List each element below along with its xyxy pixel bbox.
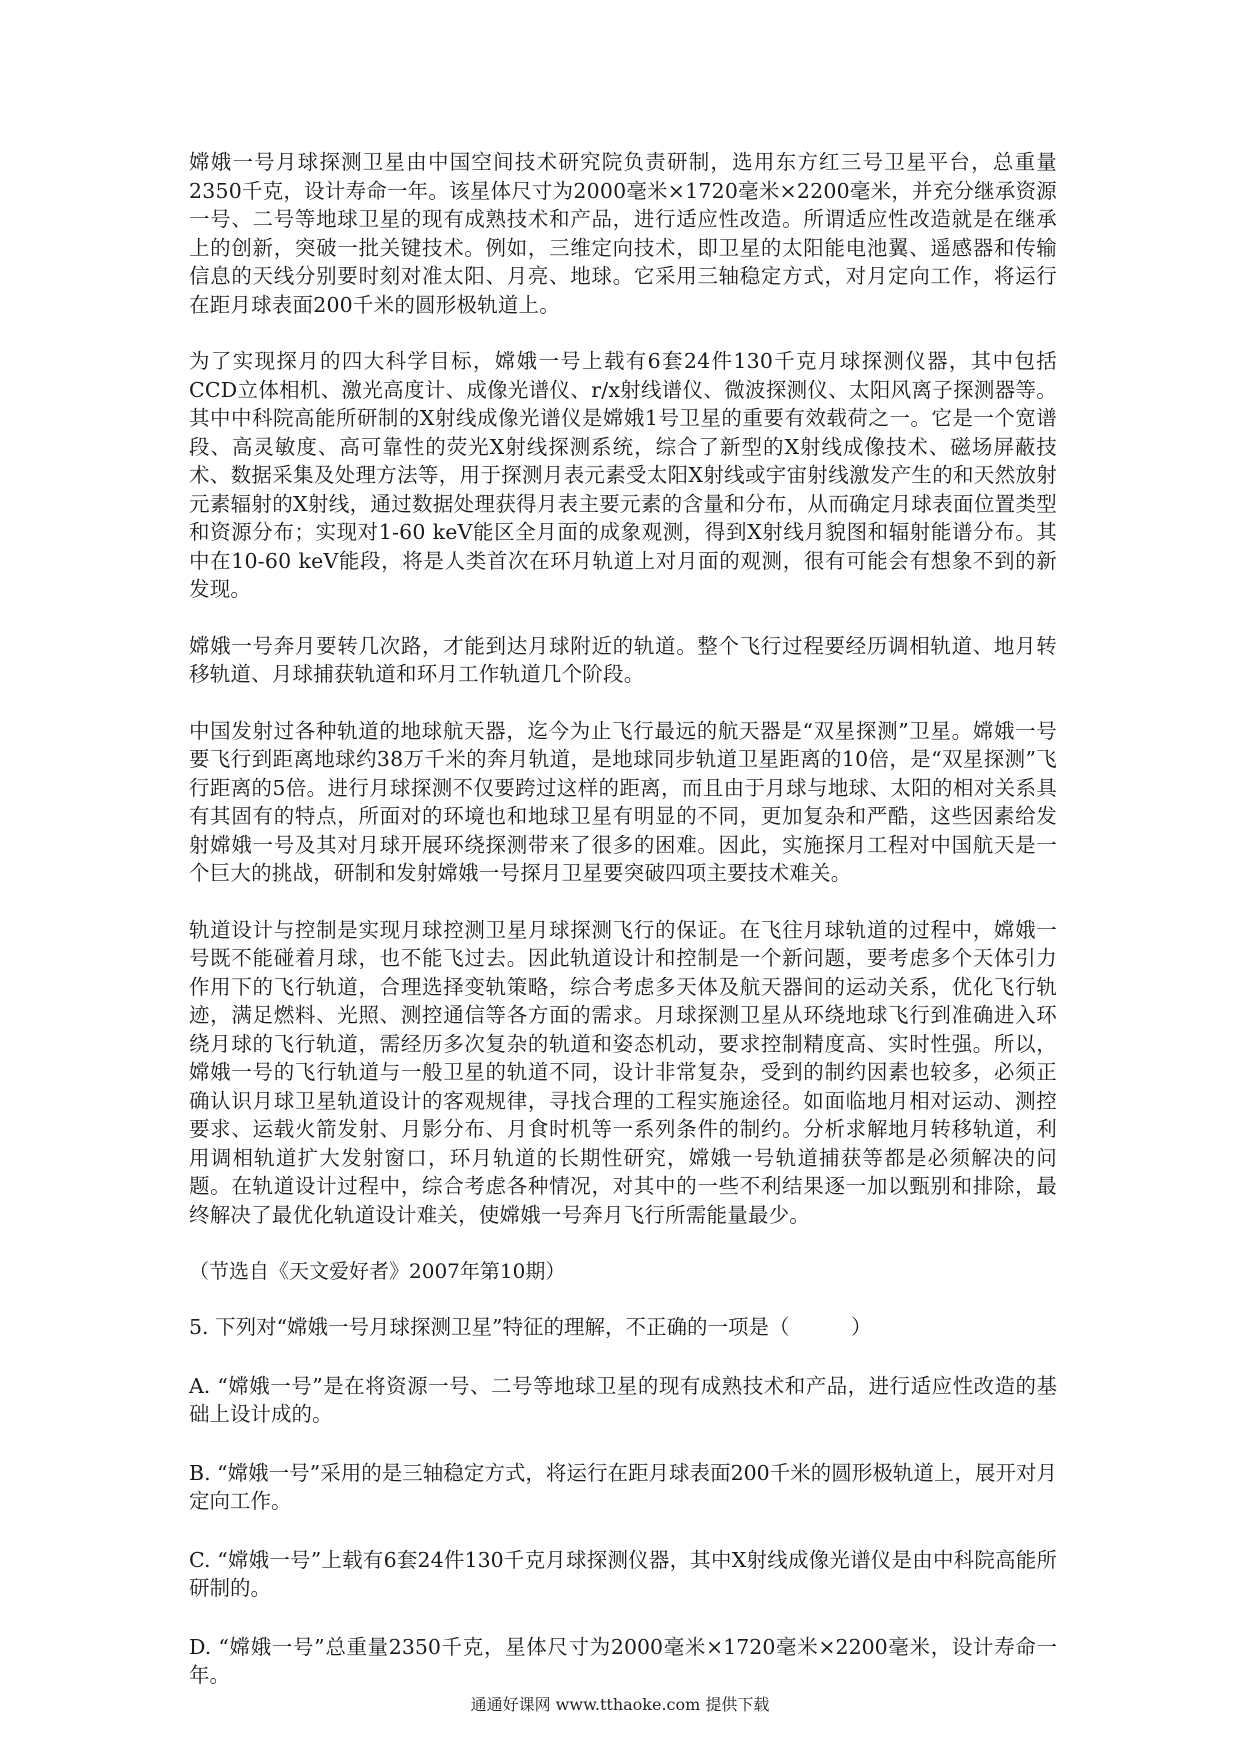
paragraph-4: 中国发射过各种轨道的地球航天器，迄今为止飞行最远的航天器是“双星探测”卫星。嫦娥一号要飞行到距离地球约38万千米的奔月轨道，是地球同步轨道卫星距离的10倍，是“双星探测”飞行距离的5倍。进行月球探测不仅要跨过这样的距离，而且由于月球与地球、太阳的相对关系具有其固有的特点，所面对的环境也和地球卫星有明显的不同，更加复杂和严酷，这些因素给发射嫦娥一号及其对月球开展环绕探测带来了很多的困难。因此，实施探月工程对中国航天是一个巨大的挑战，研制和发射嫦娥一号探月卫星要突破四项主要技术难关。 (189, 718, 1057, 885)
document-body (189, 148, 1057, 1720)
source-citation: （节选自《天文爱好者》2007年第10期） (189, 1259, 566, 1283)
paragraph-3: 嫦娥一号奔月要转几次路，才能到达月球附近的轨道。整个飞行过程要经历调相轨道、地月转移轨道、月球捕获轨道和环月工作轨道几个阶段。 (189, 633, 1057, 686)
option-d: D. “嫦娥一号”总重量2350千克，星体尺寸为2000毫米×1720毫米×2200毫米，设计寿命一年。 (189, 1634, 1057, 1687)
paragraph-5: 轨道设计与控制是实现月球控测卫星月球探测飞行的保证。在飞往月球轨道的过程中，嫦娥一号既不能碰着月球，也不能飞过去。因此轨道设计和控制是一个新问题，要考虑多个天体引力作用下的飞行轨道，合理选择变轨策略，综合考虑多天体及航天器间的运动关系，优化飞行轨迹，满足燃料、光照、测控通信等各方面的需求。月球探测卫星从环绕地球飞行到准确进入环绕月球的飞行轨道，需经历多次复杂的轨道和姿态机动，要求控制精度高、实时性强。所以，嫦娥一号的飞行轨道与一般卫星的轨道不同，设计非常复杂，受到的制约因素也较多，必须正确认识月球卫星轨道设计的客观规律，寻找合理的工程实施途径。如面临地月相对运动、测控要求、运载火箭发射、月影分布、月食时机等一系列条件的制约。分析求解地月转移轨道，利用调相轨道扩大发射窗口，环月轨道的长期性研究，嫦娥一号轨道捕获等都是必须解决的问题。在轨道设计过程中，综合考虑各种情况，对其中的一些不利结果逐一加以甄别和排除，最终解决了最优化轨道设计难关，使嫦娥一号奔月飞行所需能量最少。 (189, 917, 1057, 1227)
paragraph-2: 为了实现探月的四大科学目标，嫦娥一号上载有6套24件130千克月球探测仪器，其中包括CCD立体相机、激光高度计、成像光谱仪、r/x射线谱仪、微波探测仪、太阳风离子探测器等。其中中科院高能所研制的X射线成像光谱仪是嫦娥1号卫星的重要有效载荷之一。它是一个宽谱段、高灵敏度、高可靠性的荧光X射线探测系统，综合了新型的X射线成像技术、磁场屏蔽技术、数据采集及处理方法等，用于探测月表元素受太阳X射线或宇宙射线激发产生的和天然放射元素辐射的X射线，通过数据处理获得月表主要元素的含量和分布，从而确定月球表面位置类型和资源分布；实现对1-60 keV能区全月面的成象观测，得到X射线月貌图和辐射能谱分布。其中在10-60 keV能段，将是人类首次在环月轨道上对月面的观测，很有可能会有想象不到的新发现。 (189, 349, 1057, 601)
option-a: A. “嫦娥一号”是在将资源一号、二号等地球卫星的现有成熟技术和产品，进行适应性改造的基础上设计成的。 (189, 1373, 1057, 1426)
option-c: C. “嫦娥一号”上载有6套24件130千克月球探测仪器，其中X射线成像光谱仪是由中科院高能所研制的。 (189, 1547, 1057, 1600)
question-5: 5. 下列对“嫦娥一号月球探测卫星”特征的理解，不正确的一项是（ ） (189, 1315, 872, 1339)
page-footer: 通通好课网 www.tthaoke.com 提供下载 (470, 1695, 770, 1714)
paragraph-1: 嫦娥一号月球探测卫星由中国空间技术研究院负责研制，选用东方红三号卫星平台，总重量2350千克，设计寿命一年。该星体尺寸为2000毫米×1720毫米×2200毫米，并充分继承资源一号、二号等地球卫星的现有成熟技术和产品，进行适应性改造。所谓适应性改造就是在继承上的创新，突破一批关键技术。例如，三维定向技术，即卫星的太阳能电池翼、遥感器和传输信息的天线分别要时刻对准太阳、月亮、地球。它采用三轴稳定方式，对月定向工作，将运行在距月球表面200千米的圆形极轨道上。 (189, 150, 1057, 317)
option-b: B. “嫦娥一号”采用的是三轴稳定方式，将运行在距月球表面200千米的圆形极轨道上，展开对月定向工作。 (189, 1460, 1057, 1513)
